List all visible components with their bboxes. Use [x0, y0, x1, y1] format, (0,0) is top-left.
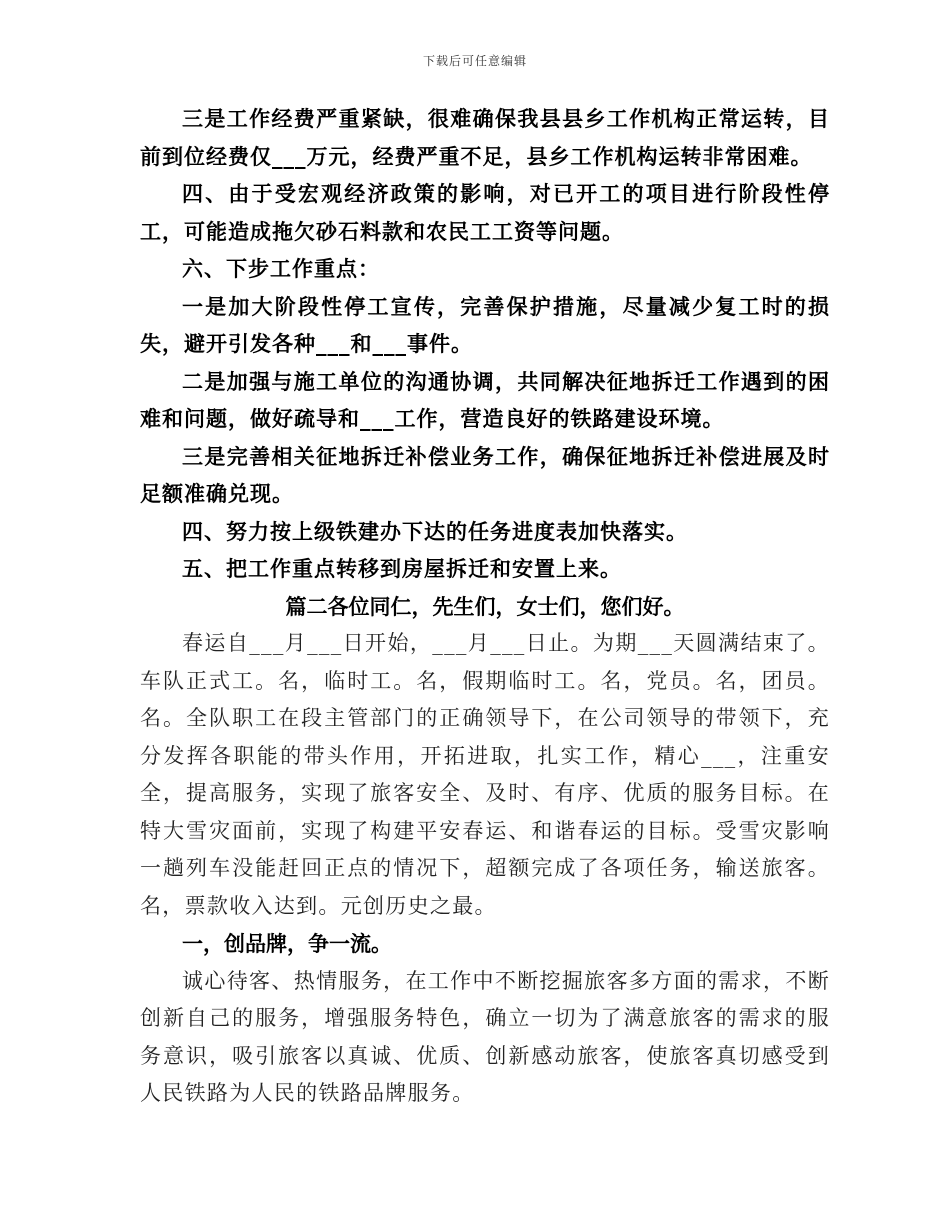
- paragraph-spring-transport-intro: 春运自___月___日开始，___月___日止。为期___天圆满结束了。车队正式工。名，临时工。名，假期临时工。名，党员。名，团员。名。全队职工在段主管部门的正确领导下，在公司领导的带领下，充分发挥各职能的带头作用，开拓进取，扎实工作，精心___，注重安全，提高服务，实现了旅客安全、及时、有序、优质的服务目标。在特大雪灾面前，实现了构建平安春运、和谐春运的目标。受雪灾影响一趟列车没能赶回正点的情况下，超额完成了各项任务，输送旅客。名，票款收入达到。元创历史之最。: [140, 631, 830, 918]
- page-header: 下载后可任意编辑: [422, 54, 527, 68]
- section-work-issues: [140, 100, 830, 588]
- paragraph-funding: 三是工作经费严重紧缺，很难确保我县县乡工作机构正常运转，目前到位经费仅___万元，经费严重不足，县乡工作机构运转非常困难。: [140, 106, 830, 169]
- paragraph-step-five: 五、把工作重点转移到房屋拆迁和安置上来。: [182, 556, 622, 581]
- paragraph-next-steps-heading: 六、下步工作重点：: [182, 256, 380, 281]
- paragraph-brand-body: 诚心待客、热情服务，在工作中不断挖掘旅客多方面的需求，不断创新自己的服务，增强服务特色，确立一切为了满意旅客的需求的服务意识，吸引旅客以真诚、优质、创新感动旅客，使旅客真切感受到人民铁路为人民的铁路品牌服务。: [140, 968, 830, 1105]
- paragraph-brand-heading: 一，创品牌，争一流。: [182, 931, 392, 956]
- document-body: [140, 100, 830, 1113]
- section-title: 篇二各位同仁，先生们，女士们，您们好。: [285, 593, 685, 619]
- paragraph-step-four: 四、努力按上级铁建办下达的任务进度表加快落实。: [182, 518, 688, 544]
- paragraph-step-two: 二是加强与施工单位的沟通协调，共同解决征地拆迁工作遇到的困难和问题，做好疏导和___工作，营造良好的铁路建设环境。: [140, 368, 830, 431]
- paragraph-step-three: 三是完善相关征地拆迁补偿业务工作，确保征地拆迁补偿进展及时足额准确兑现。: [140, 443, 830, 506]
- paragraph-step-one: 一是加大阶段性停工宣传，完善保护措施，尽量减少复工时的损失，避开引发各种___和___事件。: [140, 293, 830, 356]
- paragraph-policy-impact: 四、由于受宏观经济政策的影响，对已开工的项目进行阶段性停工，可能造成拖欠砂石料款和农民工工资等问题。: [140, 181, 830, 244]
